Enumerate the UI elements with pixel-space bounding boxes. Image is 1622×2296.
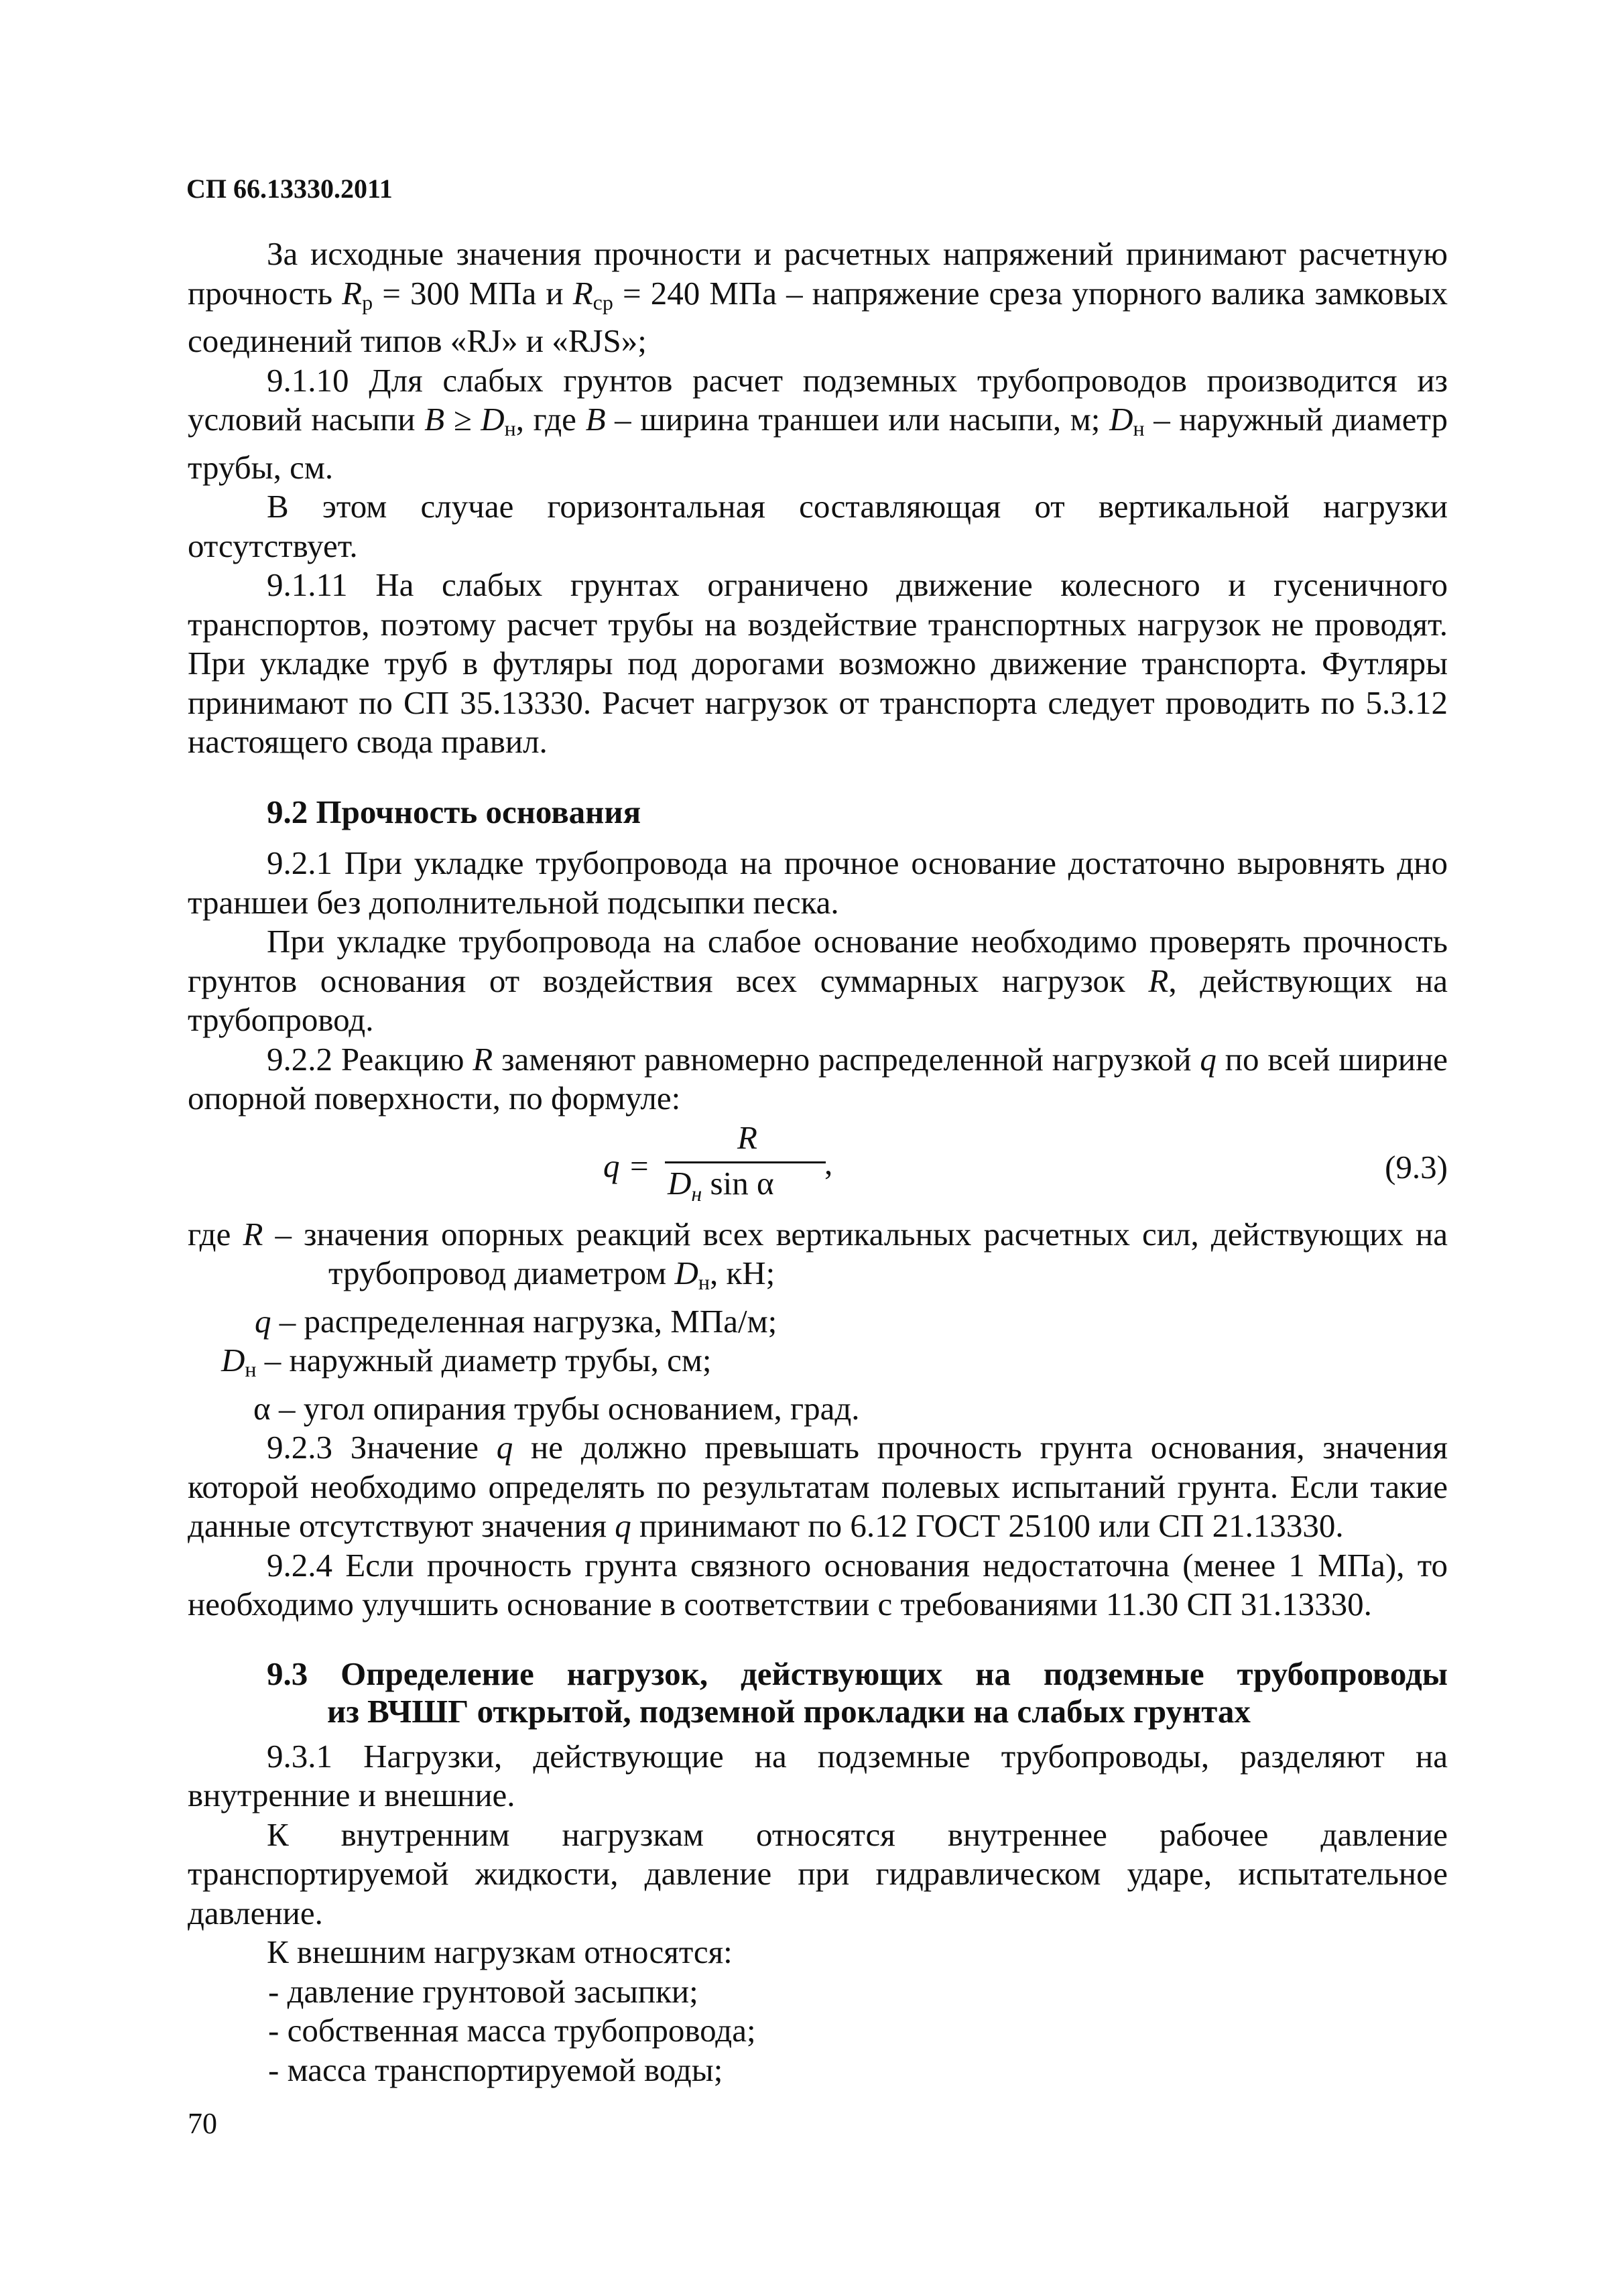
paragraph-9-2-1: 9.2.1 При укладке трубопровода на прочное основание достаточно выровнять дно траншеи без дополнительной подсыпки песка. xyxy=(188,844,1448,921)
paragraph-horizontal-component: В этом случае горизонтальная составляющая от вертикальной нагрузки отсутствует. xyxy=(188,488,1448,564)
section-heading-9-2: 9.2 Прочность основания xyxy=(267,793,641,830)
document-code: СП 66.13330.2011 xyxy=(186,174,393,204)
paragraph-9-1-10: 9.1.10 Для слабых грунтов расчет подземных трубопроводов производится из условий насыпи $B \ge D_н$, где B – ширина траншеи или насыпи, м; $D_н$ – наружный диаметр трубы, см. xyxy=(188,361,1448,486)
formula-equals: = xyxy=(630,1147,649,1184)
formula-number: (9.3) xyxy=(1385,1148,1448,1186)
definition-q: q – распределенная нагрузка, МПа/м; xyxy=(255,1302,777,1340)
list-item: - давление грунтовой засыпки; xyxy=(268,1972,698,2010)
definition-D: $D_н$ – наружный диаметр трубы, см; xyxy=(221,1342,712,1381)
paragraph-weak-foundation: При укладке трубопровода на слабое основание необходимо проверять прочность грунтов основания от воздействия всех суммарных нагрузок R, действующих на трубопровод. xyxy=(188,923,1448,1038)
formula-denominator: $D_н$ sin α xyxy=(668,1164,774,1206)
paragraph-9-2-3: 9.2.3 Значение q не должно превышать прочность грунта основания, значения которой необходимо определять по результатам полевых испытаний грунта. Если такие данные отсутствуют значения q принимают по 6.12 ГОСТ 25100 или СП 21.13330. xyxy=(188,1429,1448,1544)
list-item: - собственная масса трубопровода; xyxy=(268,2012,756,2049)
document-body xyxy=(188,235,1448,2090)
paragraph-internal-loads: К внутренним нагрузкам относятся внутреннее рабочее давление транспортируемой жидкости, давление при гидравлическом ударе, испытательное давление. xyxy=(188,1815,1448,1931)
formula-definitions xyxy=(188,1215,1448,1429)
formula-fraction xyxy=(603,1119,885,1208)
definition-alpha: α – угол опирания трубы основанием, град. xyxy=(253,1389,860,1427)
paragraph-initial-values: За исходные значения прочности и расчетных напряжений принимают расчетную прочность $R_р = 300$ МПа и $R_{ср} = 240$ МПа – напряжение среза упорного валика замковых соединений типов «RJ» и «RJS»; xyxy=(188,235,1448,359)
paragraph-external-loads: К внешним нагрузкам относятся: xyxy=(267,1933,733,1970)
formula-comma: , xyxy=(824,1144,833,1182)
page-number: 70 xyxy=(188,2107,217,2140)
paragraph-9-3-1: 9.3.1 Нагрузки, действующие на подземные трубопроводы, разделяют на внутренние и внешние. xyxy=(188,1737,1448,1813)
formula-lhs: q xyxy=(603,1147,620,1184)
formula-9-3 xyxy=(188,1119,1448,1208)
formula-numerator: R xyxy=(737,1119,757,1156)
paragraph-9-1-11: 9.1.11 На слабых грунтах ограничено движение колесного и гусеничного транспортов, поэтому расчет трубы на воздействие транспортных нагрузок не проводят. При укладке труб в футляры под дорогами возможно движение транспорта. Футляры принимают по СП 35.13330. Расчет нагрузок от транспорта следует проводить по 5.3.12 настоящего свода правил. xyxy=(188,566,1448,760)
external-loads-list xyxy=(188,1972,1448,2090)
paragraph-9-2-4: 9.2.4 Если прочность грунта связного основания недостаточна (менее 1 МПа), то необходимо улучшить основание в соответствии с требованиями 11.30 СП 31.13330. xyxy=(188,1546,1448,1622)
definition-R: где R – значения опорных реакций всех вертикальных расчетных сил, действующих на трубопровод диаметром $D_н$, кН; xyxy=(188,1215,1448,1294)
paragraph-9-2-2: 9.2.2 Реакцию R заменяют равномерно распределенной нагрузкой q по всей ширине опорной поверхности, по формуле: xyxy=(188,1040,1448,1117)
section-heading-9-3: 9.3 Определение нагрузок, действующих на подземные трубопроводы из ВЧШГ открытой, подземной прокладки на слабых грунтах xyxy=(267,1655,1448,1730)
fraction-bar xyxy=(665,1161,826,1163)
list-item: - масса транспортируемой воды; xyxy=(268,2051,723,2088)
